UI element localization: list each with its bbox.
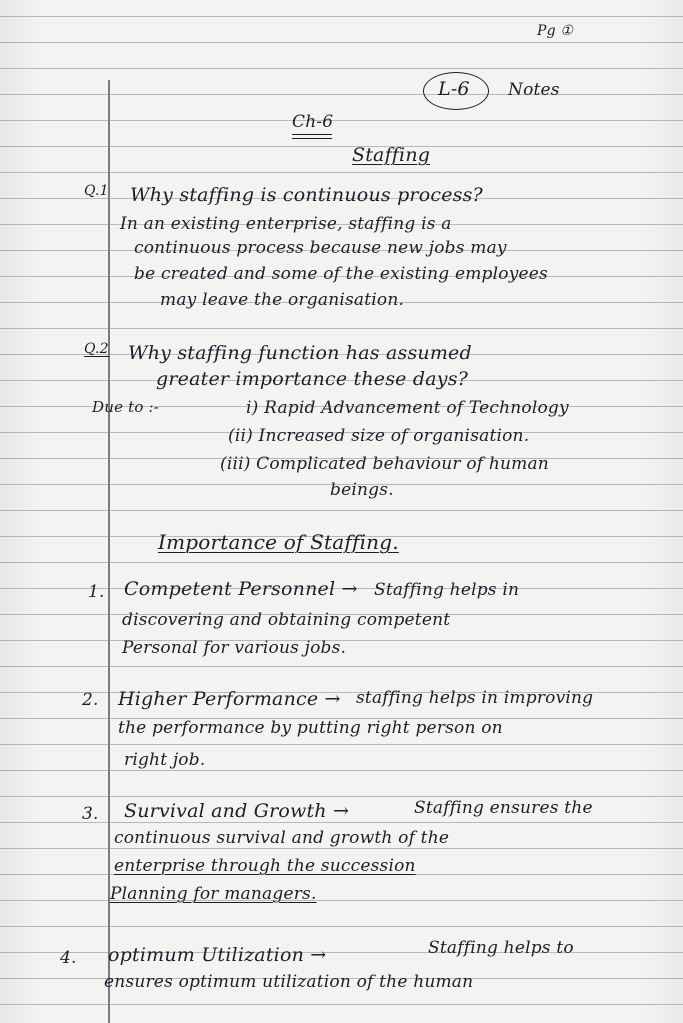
point-text-line: Staffing ensures the (414, 798, 593, 818)
point-text-line: Staffing helps to (428, 938, 574, 958)
q2-question-line: greater importance these days? (156, 368, 469, 390)
point-title: Survival and Growth → (124, 800, 350, 822)
page-number: Pg ① (537, 23, 574, 39)
q1-answer-line: continuous process because new jobs may (134, 238, 507, 258)
q1-marker: Q.1 (84, 183, 109, 199)
q1-question: Why staffing is continuous process? (130, 184, 483, 206)
point-text-line: enterprise through the succession (114, 856, 416, 876)
q1-answer-line: In an existing enterprise, staffing is a (120, 214, 452, 234)
point-text-line: right job. (124, 750, 206, 770)
point-title: optimum Utilization → (108, 944, 327, 966)
q2-reason: beings. (330, 480, 394, 500)
q2-marker: Q.2 (84, 341, 109, 357)
point-text-line: the performance by putting right person on (118, 718, 503, 738)
point-number: 1. (88, 582, 105, 602)
margin-line (108, 80, 110, 1023)
point-text-line: Personal for various jobs. (122, 638, 347, 658)
point-text-line: ensures optimum utilization of the human (104, 972, 474, 992)
point-number: 2. (82, 690, 99, 710)
q2-reason: i) Rapid Advancement of Technology (246, 398, 569, 418)
chapter-underline (292, 134, 332, 135)
q2-reason: (ii) Increased size of organisation. (228, 426, 530, 446)
q1-answer-line: may leave the organisation. (160, 290, 405, 310)
notes-label: Notes (508, 80, 560, 100)
topic-title: Staffing (352, 144, 431, 166)
point-text-line: Planning for managers. (110, 884, 317, 904)
q2-question-line: Why staffing function has assumed (128, 342, 472, 364)
q1-answer-line: be created and some of the existing employees (134, 264, 548, 284)
q2-reason: (iii) Complicated behaviour of human (220, 454, 549, 474)
chapter-underline-2 (292, 138, 332, 139)
point-number: 4. (60, 948, 77, 968)
point-text-line: Staffing helps in (374, 580, 520, 600)
lecture-tag: L-6 (438, 78, 470, 100)
chapter-label: Ch-6 (292, 112, 334, 132)
point-number: 3. (82, 804, 99, 824)
point-text-line: staffing helps in improving (356, 688, 594, 708)
q2-answer-intro: Due to :- (92, 398, 160, 416)
importance-heading: Importance of Staffing. (158, 530, 399, 554)
point-title: Higher Performance → (118, 688, 341, 710)
point-title: Competent Personnel → (124, 578, 358, 600)
point-text-line: discovering and obtaining competent (122, 610, 451, 630)
point-text-line: continuous survival and growth of the (114, 828, 450, 848)
